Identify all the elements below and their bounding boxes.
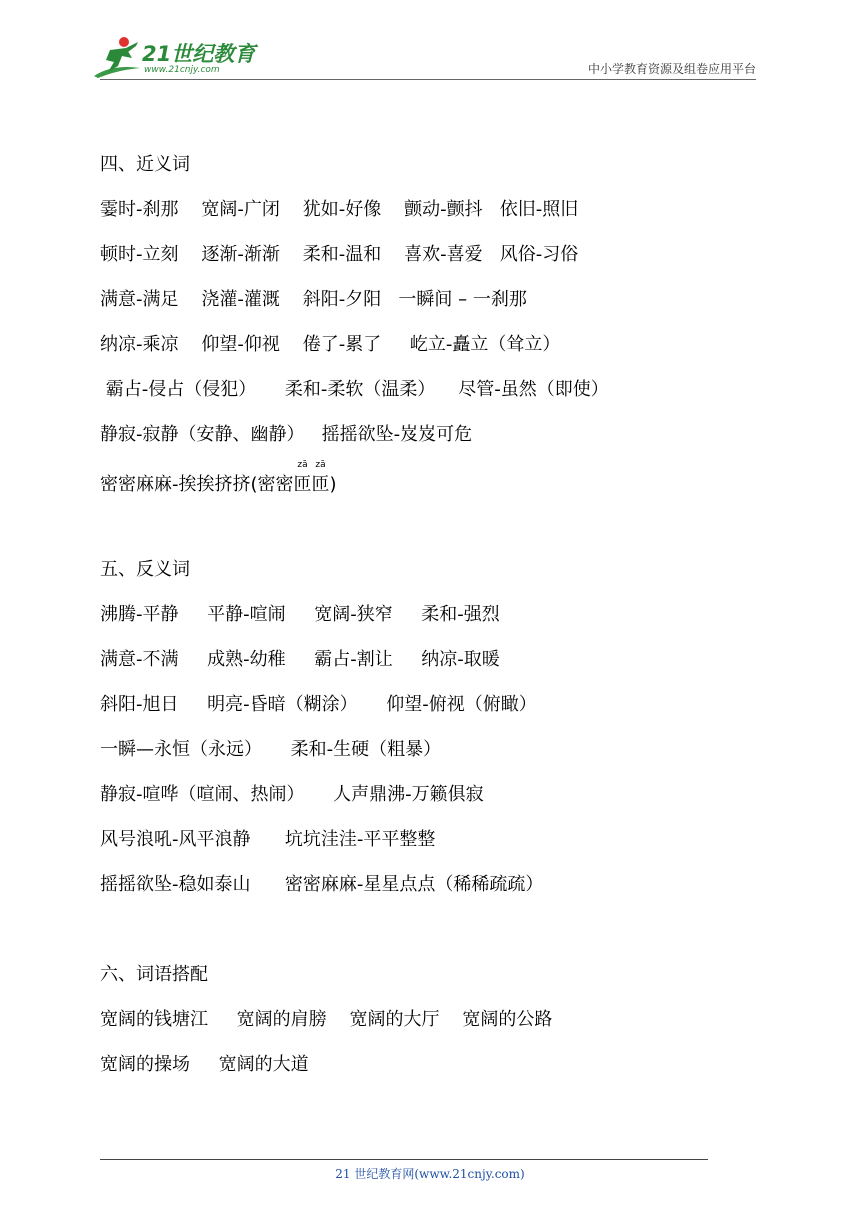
synonym-line: 顿时-立刻 逐渐-渐渐 柔和-温和 喜欢-喜爱 风俗-习俗 — [100, 244, 579, 265]
section-title-collocations: 六、词语搭配 — [100, 964, 208, 985]
logo-url: www.21cnjy.com — [144, 65, 220, 75]
antonym-line: 斜阳-旭日 明亮-昏暗（糊涂） 仰望-俯视（俯瞰） — [100, 694, 537, 715]
logo-text: 21世纪教育 — [142, 42, 256, 66]
synonym-line: 纳凉-乘凉 仰望-仰视 倦了-累了 屹立-矗立（耸立） — [100, 334, 561, 355]
section-title-antonyms: 五、反义词 — [100, 559, 190, 580]
antonym-line: 摇摇欲坠-稳如泰山 密密麻麻-星星点点（稀稀疏疏） — [100, 874, 544, 895]
synonym-line: 静寂-寂静（安静、幽静） 摇摇欲坠-岌岌可危 — [100, 424, 473, 445]
runner-logo-icon — [92, 34, 144, 80]
pinyin: zā — [297, 460, 308, 470]
antonym-line: 一瞬—永恒（永远） 柔和-生硬（粗暴） — [100, 739, 442, 760]
ruby-char — [293, 460, 312, 497]
pinyin: zā — [315, 460, 326, 470]
collocation-line: 宽阔的操场 宽阔的大道 — [100, 1054, 309, 1075]
footer-divider — [100, 1159, 708, 1160]
ruby-char — [311, 460, 330, 497]
site-logo — [92, 34, 267, 80]
antonym-line: 风号浪吼-风平浪静 坑坑洼洼-平平整整 — [100, 829, 436, 850]
footer-link[interactable]: 21 世纪教育网(www.21cnjy.com) — [335, 1167, 525, 1181]
antonym-line: 沸腾-平静 平静-喧闹 宽阔-狭窄 柔和-强烈 — [100, 604, 500, 625]
section-title-synonyms: 四、近义词 — [100, 154, 190, 175]
antonym-line: 静寂-喧哗（喧闹、热闹） 人声鼎沸-万籁俱寂 — [100, 784, 484, 805]
synonym-line: 满意-满足 浇灌-灌溉 斜阳-夕阳 一瞬间 – 一刹那 — [100, 289, 527, 310]
header-divider — [100, 79, 756, 80]
synonym-line: 霸占-侵占（侵犯） 柔和-柔软（温柔） 尽管-虽然（即使） — [100, 379, 609, 400]
ruby-base: 匝 — [293, 474, 312, 495]
ruby-line-suffix: ) — [329, 474, 337, 495]
ruby-line-prefix: 密密麻麻-挨挨挤挤(密密 — [100, 474, 294, 495]
ruby-base: 匝 — [311, 474, 330, 495]
synonym-line: 霎时-刹那 宽阔-广闭 犹如-好像 颤动-颤抖 依旧-照旧 — [100, 199, 579, 220]
page-header — [0, 0, 860, 90]
synonym-line-ruby — [100, 460, 337, 497]
antonym-line: 满意-不满 成熟-幼稚 霸占-割让 纳凉-取暖 — [100, 649, 500, 670]
collocation-line: 宽阔的钱塘江 宽阔的肩膀 宽阔的大厅 宽阔的公路 — [100, 1009, 553, 1030]
header-platform-text: 中小学教育资源及组卷应用平台 — [587, 62, 756, 76]
